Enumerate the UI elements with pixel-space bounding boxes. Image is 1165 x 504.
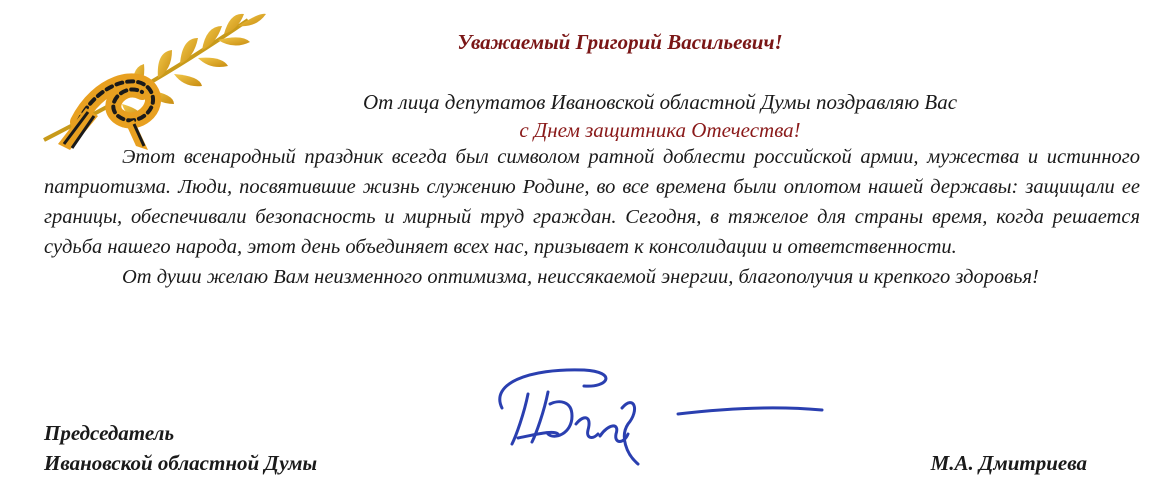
body-paragraph-2: От души желаю Вам неизменного оптимизма, неиссякаемой энергии, благополучия и крепкого здоровья! [122, 266, 1039, 288]
signer-position-line-2: Ивановской областной Думы [44, 451, 318, 475]
letter-body [44, 142, 1140, 292]
salutation: Уважаемый Григорий Васильевич! [457, 30, 783, 54]
signer-position [44, 418, 317, 478]
congratulation-heading [270, 88, 1050, 144]
handwritten-signature [488, 364, 828, 474]
body-paragraph-1: Этот всенародный праздник всегда был символом ратной доблести российской армии, мужества и истинного патриотизма. Люди, посвятившие жизнь служению Родине, во все времена были оплотом нашей державы: защищали ее границы, обеспечивали безопасность и мирный труд граждан. Сегодня, в тяжелое для страны время, когда решается судьба нашего народа, этот день объединяет всех нас, призывает к консолидации и ответственности. [44, 146, 1140, 258]
signer-position-line-1: Председатель [44, 421, 175, 445]
holiday-name: с Днем защитника Отечества! [519, 118, 801, 142]
signer-name: М.А. Дмитриева [930, 451, 1087, 475]
congratulation-line-1: От лица депутатов Ивановской областной Думы поздравляю Вас [362, 90, 958, 114]
